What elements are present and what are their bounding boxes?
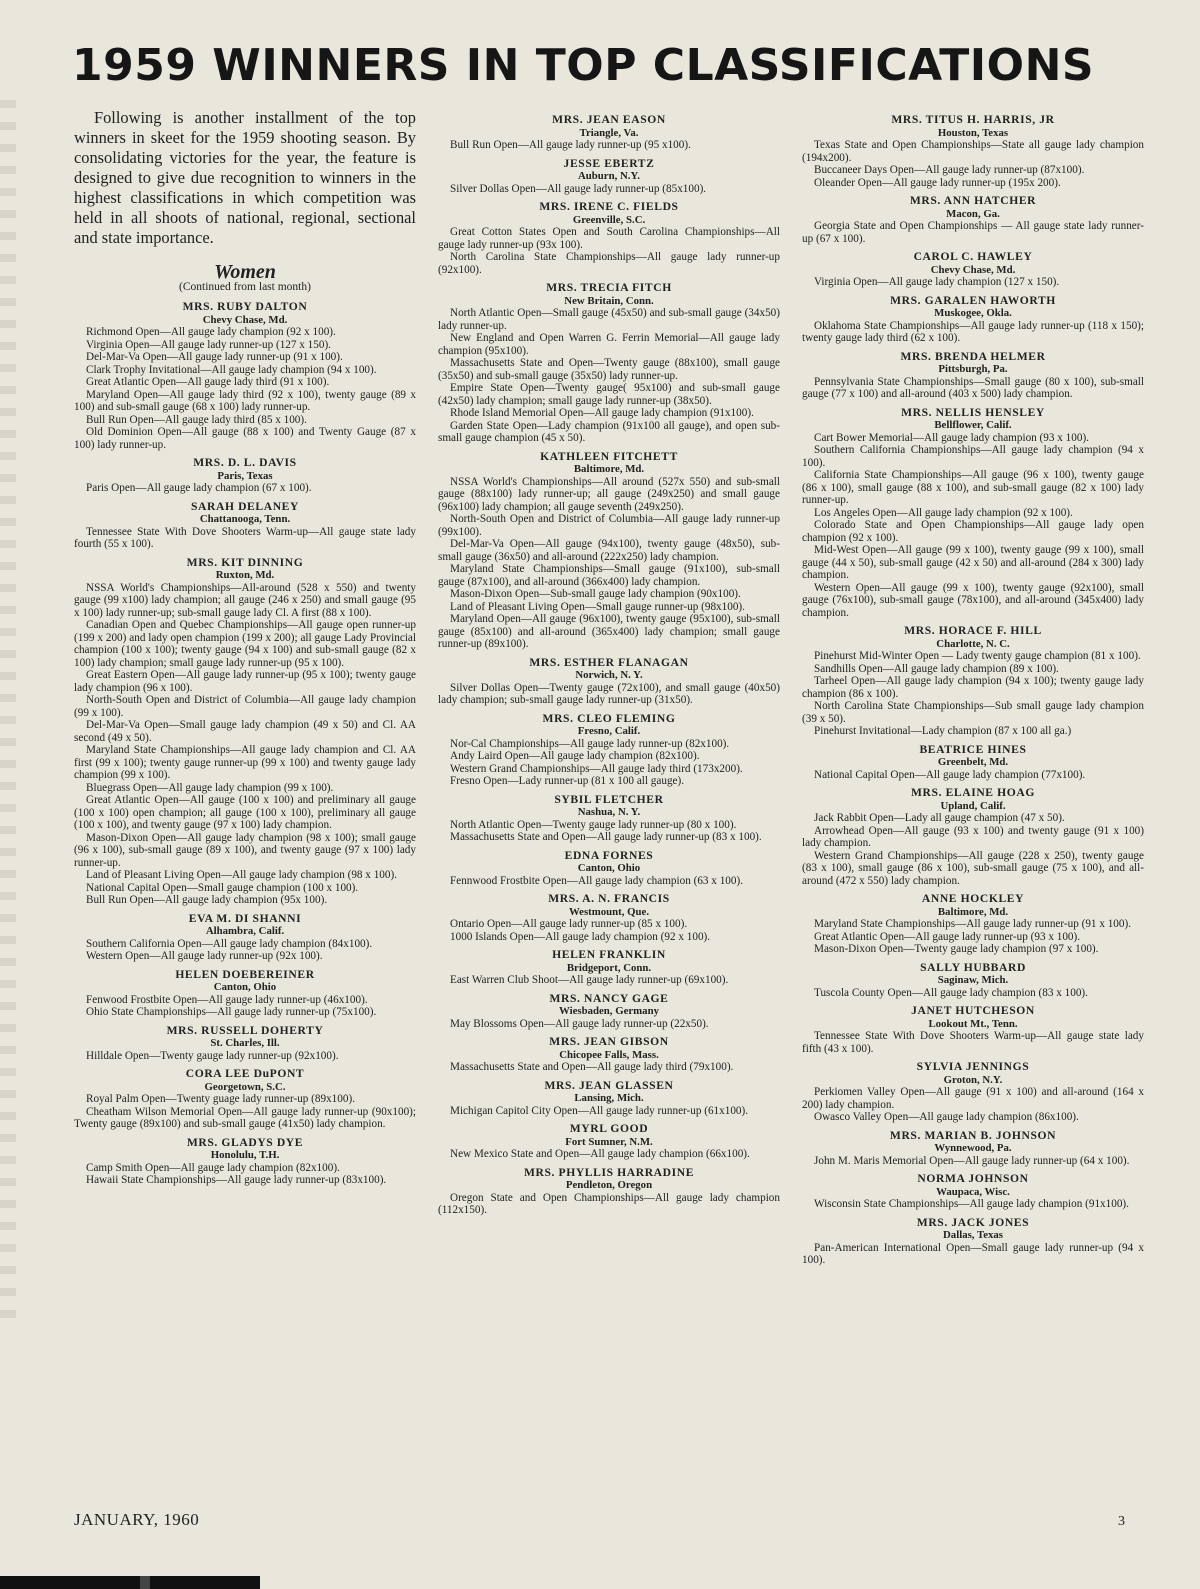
winner-location: Bridgeport, Conn. [566,961,652,974]
winner-name: MRS. TRECIA FITCH [546,281,672,294]
winner-record: Richmond Open—All gauge lady champion (92 x 100). [86,326,336,338]
winner-record: Los Angeles Open—All gauge lady champion (92 x 100). [814,506,1073,519]
binding-gutter [0,100,16,1320]
winner-location: Greenbelt, Md. [937,756,1009,768]
winner-name: MRS. ELAINE HOAG [911,786,1035,799]
winner-name: MRS. ANN HATCHER [909,194,1037,207]
winner-record: Western Grand Championships—All gauge lady third (173x200). [450,762,743,775]
winner-entry [802,1061,1144,1124]
winner-name: MRS. NANCY GAGE [549,991,669,1005]
winner-record: 1000 Islands Open—All gauge lady champion (92 x 100). [450,930,711,943]
winner-location: Wynnewood, Pa. [934,1142,1012,1154]
column-2 [438,108,780,1220]
winner-record: Great Atlantic Open—All gauge lady third (91 x 100). [86,376,330,388]
winner-record: Oleander Open—All gauge lady runner-up (195x 200). [814,176,1061,189]
winner-entry [74,1137,416,1187]
winner-location: Pittsburgh, Pa. [938,363,1008,375]
winner-entry [74,913,416,963]
winner-location: Bellflower, Calif. [934,419,1012,431]
winner-record: Oklahoma State Championships—All gauge lady runner-up (118 x 150); twenty gauge lady third (62 x 100). [802,319,1144,344]
winner-record: Mid-West Open—All gauge (99 x 100), twenty gauge (99 x 100), small gauge (44 x 50), sub-small gauge (42 x 50) and all-around (284 x 300) lady champion. [802,544,1144,581]
winner-location: Saginaw, Mich. [937,974,1009,986]
winner-entry [74,1068,416,1131]
winner-location: Chicopee Falls, Mass. [559,1048,659,1061]
winner-record: California State Championships—All gauge (96 x 100), twenty gauge (86 x 100), small gauge (88 x 100), and sub-small gauge (82 x 100) lady runner-up. [802,469,1144,506]
page-number: 3 [1118,1514,1125,1529]
winner-name: MRS. A. N. FRANCIS [548,892,670,905]
winner-record: Western Open—All gauge lady runner-up (92x 100). [86,950,323,962]
winner-record: NSSA World's Championships—All around (527x 550) and sub-small gauge (88x100) lady runner-up; all gauge (249x250) and small gauge (96x100) lady champion; all gauge seventh (249x250). [438,475,780,513]
winner-location: Lansing, Mich. [574,1092,644,1104]
winner-record: Maryland Open—All gauge lady third (92 x 100), twenty gauge (89 x 100) and sub-small gauge (68 x 100) lady runner-up. [74,388,416,413]
winner-entry [802,787,1144,887]
scan-edge [0,1576,1200,1589]
winner-entry [74,457,416,495]
winner-entry [74,301,416,451]
winner-record: Bluegrass Open—All gauge lady champion (99 x 100). [86,781,334,794]
winner-location: Fort Sumner, N.M. [565,1135,653,1148]
winner-record: May Blossoms Open—All gauge lady runner-up (22x50). [450,1017,709,1030]
winner-entry [438,993,780,1031]
winner-entry [802,407,1144,620]
winner-entry [802,251,1144,289]
winner-record: Great Eastern Open—All gauge lady runner-up (95 x 100); twenty gauge lady champion (96 x 100). [74,669,416,694]
winner-name: SARAH DELANEY [191,499,299,513]
winner-record: Massachusetts State and Open—All gauge lady third (79x100). [450,1061,734,1073]
winner-record: New Mexico State and Open—All gauge lady champion (66x100). [450,1148,750,1160]
winner-name: JESSE EBERTZ [563,156,655,170]
winner-record: Del-Mar-Va Open—All gauge (94x100), twenty gauge (48x50), sub-small gauge (36x50) and all-around (222x250) lady champion. [438,538,780,563]
winner-record: Massachusetts State and Open—All gauge lady runner-up (83 x 100). [450,831,762,843]
winner-record: Pinehurst Mid-Winter Open — Lady twenty gauge champion (81 x 100). [814,650,1141,662]
winner-record: Nor-Cal Championships—All gauge lady runner-up (82x100). [450,737,730,750]
winner-name: EVA M. DI SHANNI [188,911,302,925]
winner-name: MRS. MARIAN B. JOHNSON [889,1128,1057,1142]
winner-record: Tennessee State With Dove Shooters Warm-up—All gauge state lady fifth (43 x 100). [802,1030,1144,1055]
intro-paragraph: Following is another installment of the top winners in skeet for the 1959 shooting season. By consolidating victories for the year, the feature is designed to give due recognition to winners in the highest classifications in which competition was held in all shoots of national, regional, sectional and state importance. [74,108,416,247]
winner-location: Chevy Chase, Md. [930,263,1016,276]
winner-record: Land of Pleasant Living Open—Small gauge runner-up (98x100). [450,600,745,613]
winner-record: Land of Pleasant Living Open—All gauge lady champion (98 x 100). [86,869,398,881]
winner-name: MRS. RUBY DALTON [182,300,308,313]
winner-entry [438,850,780,888]
winner-entry [438,713,780,788]
winner-record: Tuscola County Open—All gauge lady champion (83 x 100). [814,986,1088,999]
page-title: 1959 WINNERS IN TOP CLASSIFICATIONS [72,40,1095,91]
winner-location: St. Charles, Ill. [210,1037,280,1049]
winner-name: ANNE HOCKLEY [921,892,1025,905]
winner-location: Lookout Mt., Tenn. [928,1017,1018,1030]
winner-entry [438,1080,780,1118]
winner-location: Greenville, S.C. [572,213,646,226]
winner-name: MRS. NELLIS HENSLEY [901,405,1045,419]
winner-record: Mason-Dixon Open—Twenty gauge lady champion (97 x 100). [814,943,1099,955]
winner-name: NORMA JOHNSON [917,1172,1029,1185]
winner-record: Empire State Open—Twenty gauge( 95x100) and sub-small gauge (42x50) lady champion; small gauge lady runner-up (38x50). [438,382,780,407]
winner-record: Western Open—All gauge (99 x 100), twenty gauge (92x100), small gauge (76x100), sub-small gauge (78x100), and all-around (345x400) lady champion. [802,581,1144,619]
winner-record: Maryland State Championships—All gauge lady runner-up (91 x 100). [814,918,1132,930]
winner-entry [74,501,416,551]
winner-name: MRS. TITUS H. HARRIS, JR [891,113,1055,126]
section-heading: Women [214,261,276,283]
winner-location: Baltimore, Md. [573,463,645,475]
winner-record: New England and Open Warren G. Ferrin Memorial—All gauge lady champion (95x100). [438,332,780,357]
issue-date: JANUARY, 1960 [74,1510,200,1529]
winner-record: Sandhills Open—All gauge lady champion (89 x 100). [814,662,1059,675]
winner-record: Western Grand Championships—All gauge (228 x 250), twenty gauge (83 x 100), small gauge (86 x 100), sub-small gauge (75 x 100), and all-around (472 x 550) lady champion. [802,849,1144,887]
winner-entry [438,893,780,943]
winner-entry [802,195,1144,245]
winner-location: Baltimore, Md. [937,905,1009,918]
winner-record: Buccaneer Days Open—All gauge lady runner-up (87x100). [814,164,1085,176]
winner-record: Tarheel Open—All gauge lady champion (94 x 100); twenty gauge lady champion (86 x 100). [802,675,1144,700]
winner-entry [438,657,780,707]
winner-location: Honolulu, T.H. [210,1149,280,1161]
winner-entry [802,1130,1144,1168]
winner-record: Bull Run Open—All gauge lady third (85 x 100). [86,413,307,426]
winner-record: Hilldale Open—Twenty gauge lady runner-up (92x100). [86,1049,339,1062]
winner-name: HELEN DOEBEREINER [175,967,315,981]
winner-record: Perkiomen Valley Open—All gauge (91 x 100) and all-around (164 x 200) lady champion. [802,1086,1144,1111]
winner-name: MRS. JEAN GIBSON [549,1035,669,1048]
winner-location: Upland, Calif. [940,799,1006,812]
winner-record: East Warren Club Shoot—All gauge lady runner-up (69x100). [450,974,729,986]
winner-location: Charlotte, N. C. [936,637,1010,650]
winner-name: CAROL C. HAWLEY [913,250,1033,263]
winner-name: MRS. JACK JONES [916,1215,1030,1229]
winner-record: Paris Open—All gauge lady champion (67 x 100). [86,482,312,494]
winner-location: Georgetown, S.C. [204,1080,286,1093]
winner-entry [802,744,1144,782]
column-1 [74,108,416,1190]
winner-record: Hawaii State Championships—All gauge lady runner-up (83x100). [86,1174,387,1186]
winner-record: Pennsylvania State Championships—Small gauge (80 x 100), sub-small gauge (77 x 100) and all-around (403 x 500) lady champion. [802,375,1144,400]
winner-location: Nashua, N. Y. [577,806,641,818]
winner-record: Fenwood Frostbite Open—All gauge lady runner-up (46x100). [86,993,368,1006]
winner-record: Great Atlantic Open—All gauge lady runner-up (93 x 100). [814,930,1081,943]
winner-record: Great Cotton States Open and South Carolina Championships—All gauge lady runner-up (93x 100). [438,226,780,251]
winner-location: Canton, Ohio [213,981,277,993]
winner-record: Virginia Open—All gauge lady runner-up (127 x 150). [86,338,331,351]
winner-entry [438,949,780,987]
winner-entry [74,1025,416,1063]
winner-name: MRS. JEAN GLASSEN [544,1078,674,1092]
winner-record: Tennessee State With Dove Shooters Warm-up—All gauge state lady fourth (55 x 100). [74,525,416,550]
winner-name: MRS. GARALEN HAWORTH [890,293,1056,307]
winner-record: Del-Mar-Va Open—All gauge lady runner-up (91 x 100). [86,351,343,363]
winner-name: SYLVIA JENNINGS [916,1060,1030,1073]
winner-record: Southern California Championships—All gauge lady champion (94 x 100). [802,444,1144,469]
winner-record: Cheatham Wilson Memorial Open—All gauge lady runner-up (90x100); Twenty gauge (89x100) and sub-small gauge (41x50) lady champion. [74,1105,416,1130]
entries-list [438,114,780,1217]
winner-record: Virginia Open—All gauge lady champion (127 x 150). [814,276,1060,288]
winner-name: MRS. IRENE C. FIELDS [539,200,679,213]
winner-record: Mason-Dixon Open—All gauge lady champion (98 x 100); small gauge (96 x 100), sub-small gauge (89 x 100), and twenty gauge (97 x 100) lady runner-up. [74,831,416,869]
winner-record: Canadian Open and Quebec Championships—All gauge open runner-up (199 x 200) and lady open champion (199 x 200); all gauge Lady Provincial champion (100 x 100); twenty gauge (94 x 100) and sub-small gauge (82 x 100) lady champion; small gauge lady runner-up (95 x 100). [74,619,416,669]
winner-record: Owasco Valley Open—All gauge lady champion (86x100). [814,1111,1079,1123]
winner-record: Maryland State Championships—Small gauge (91x100), sub-small gauge (87x100), and all-around (366x400) lady champion. [438,563,780,588]
winner-record: Silver Dollas Open—All gauge lady runner-up (85x100). [450,182,707,195]
winner-location: Pendleton, Oregon [565,1179,653,1191]
winner-name: MRS. BRENDA HELMER [900,349,1046,363]
winner-location: Paris, Texas [217,469,273,482]
winner-name: MRS. CLEO FLEMING [542,711,676,725]
winner-record: Fennwood Frostbite Open—All gauge lady champion (63 x 100). [450,874,744,887]
winner-record: Pan-American International Open—Small gauge lady runner-up (94 x 100). [802,1241,1144,1266]
column-3 [802,108,1144,1270]
winner-location: Ruxton, Md. [215,569,275,581]
winner-name: HELEN FRANKLIN [552,948,666,961]
winner-entry [802,114,1144,189]
winner-record: North-South Open and District of Columbia—All gauge lady champion (99 x 100). [74,694,416,719]
winner-record: Oregon State and Open Championships—All gauge lady champion (112x150). [438,1191,780,1216]
winner-location: Muskogee, Okla. [934,307,1012,319]
winner-location: Waupaca, Wisc. [936,1185,1010,1198]
winner-record: Rhode Island Memorial Open—All gauge lady champion (91x100). [450,407,754,419]
winner-name: MRS. ESTHER FLANAGAN [529,655,689,669]
winner-record: North Atlantic Open—Small gauge (45x50) and sub-small gauge (34x50) lady runner-up. [438,307,780,332]
winner-record: Del-Mar-Va Open—Small gauge lady champion (49 x 50) and Cl. AA second (49 x 50). [74,719,416,744]
winner-record: Massachusetts State and Open—Twenty gauge (88x100), small gauge (35x50) and sub-small gauge (35x50) lady runner-up. [438,357,780,382]
winner-name: MRS. KIT DINNING [186,555,304,569]
winner-location: Triangle, Va. [579,126,639,139]
winner-record: Colorado State and Open Championships—All gauge lady open champion (92 x 100). [802,519,1144,544]
winner-record: Michigan Capitol City Open—All gauge lady runner-up (61x100). [450,1104,749,1117]
winner-entry [802,1173,1144,1211]
winner-name: SYBIL FLETCHER [554,792,664,806]
winner-name: SALLY HUBBARD [920,960,1026,974]
winner-record: Wisconsin State Championships—All gauge lady champion (91x100). [814,1198,1129,1210]
winner-entry [438,451,780,651]
winner-name: EDNA FORNES [564,848,654,862]
winner-entry [74,557,416,907]
winner-record: North Atlantic Open—Twenty gauge lady runner-up (80 x 100). [450,818,737,831]
winner-entry [802,893,1144,956]
winner-record: Great Atlantic Open—All gauge (100 x 100) and preliminary all gauge (100 x 100) open champion; all gauge (100 x 100), preliminary all gauge (100 x 100), and twenty gauge (97 x 100) lady champion. [74,794,416,831]
winner-entry [438,1036,780,1074]
winner-location: Auburn, N.Y. [577,170,640,182]
entries-list [74,301,416,1187]
section-subheading: (Continued from last month) [179,280,311,293]
winner-record: Fresno Open—Lady runner-up (81 x 100 all gauge). [450,775,685,787]
winner-entry [802,351,1144,401]
winner-record: Mason-Dixon Open—Sub-small gauge lady champion (90x100). [450,588,741,600]
winner-entry [438,201,780,276]
winner-entry [438,1167,780,1217]
winner-record: Pinehurst Invitational—Lady champion (87 x 100 all ga.) [814,725,1072,737]
winner-name: MRS. D. L. DAVIS [193,456,297,469]
winner-record: Arrowhead Open—All gauge (93 x 100) and twenty gauge (91 x 100) lady champion. [802,824,1144,849]
winner-location: Chevy Chase, Md. [202,313,288,326]
winner-record: North-South Open and District of Columbia—All gauge lady runner-up (99x100). [438,513,780,538]
winner-name: MRS. RUSSELL DOHERTY [166,1023,324,1037]
winner-location: Groton, N.Y. [943,1073,1003,1086]
winner-location: Wiesbaden, Germany [559,1005,659,1017]
winner-location: Dallas, Texas [943,1229,1003,1241]
winner-record: Garden State Open—Lady champion (91x100 all gauge), and open sub-small gauge champion (45 x 50). [438,419,780,444]
winner-entry [438,282,780,445]
winner-record: Royal Palm Open—Twenty guage lady runner-up (89x100). [86,1093,355,1105]
winner-name: MYRL GOOD [569,1122,649,1135]
winner-record: Silver Dollas Open—Twenty gauge (72x100), and small gauge (40x50) lady champion; sub-small gauge lady runner-up (31x50). [438,681,780,706]
winner-record: Jack Rabbit Open—Lady all gauge champion (47 x 50). [814,812,1065,824]
winner-record: Southern California Open—All gauge lady champion (84x100). [86,937,373,950]
winner-record: Bull Run Open—All gauge lady champion (95x 100). [86,894,328,906]
winner-record: North Carolina State Championships—All gauge lady runner-up (92x100). [438,251,780,276]
winner-location: Macon, Ga. [946,207,1000,220]
winner-record: Ohio State Championships—All gauge lady runner-up (75x100). [86,1006,377,1018]
winner-name: KATHLEEN FITCHETT [540,449,678,463]
winner-entry [438,114,780,152]
winner-record: Bull Run Open—All gauge lady runner-up (95 x100). [450,139,691,151]
winner-location: Norwich, N. Y. [575,669,643,681]
winner-name: MRS. HORACE F. HILL [904,624,1042,637]
winner-entry [802,962,1144,1000]
winner-record: Ontario Open—All gauge lady runner-up (85 x 100). [450,918,688,930]
winner-record: Clark Trophy Invitational—All gauge lady champion (94 x 100). [86,363,377,376]
winner-record: Old Dominion Open—All gauge (88 x 100) and Twenty Gauge (87 x 100) lady runner-up. [74,426,416,451]
winner-location: Westmount, Que. [568,905,650,918]
winner-entry [802,1005,1144,1055]
winner-location: Canton, Ohio [577,862,641,874]
winner-name: MRS. GLADYS DYE [186,1135,304,1149]
winner-entry [802,625,1144,738]
winner-name: MRS. PHYLLIS HARRADINE [523,1165,695,1179]
winner-name: CORA LEE DuPONT [185,1067,305,1080]
winner-record: Camp Smith Open—All gauge lady champion (82x100). [86,1161,340,1174]
winner-record: Cart Bower Memorial—All gauge lady champion (93 x 100). [814,431,1089,444]
winner-entry [802,1217,1144,1267]
winner-record: Maryland State Championships—All gauge lady champion and Cl. AA first (99 x 100); twenty gauge runner-up (99 x 100) and twenty gauge lady champion (99 x 100). [74,744,416,781]
winner-location: Houston, Texas [937,126,1009,139]
winner-entry [438,1123,780,1161]
winner-entry [438,158,780,196]
winner-record: Texas State and Open Championships—State all gauge lady champion (194x200). [802,139,1144,164]
winner-record: NSSA World's Championships—All-around (528 x 550) and twenty gauge (99 x100) lady champion; all gauge (246 x 250) and small gauge (95 x 100) lady runner-up; sub-small gauge lady Cl. A first (88 x 100). [74,581,416,619]
entries-list [802,114,1144,1267]
winner-name: BEATRICE HINES [919,742,1027,756]
winner-record: North Carolina State Championships—Sub small gauge lady champion (39 x 50). [802,700,1144,725]
winner-location: New Britain, Conn. [564,294,654,307]
winner-entry [74,969,416,1019]
winner-entry [438,794,780,844]
winner-name: MRS. JEAN EASON [552,113,666,126]
winner-location: Alhambra, Calif. [205,925,285,937]
winner-location: Fresno, Calif. [577,725,641,737]
winner-entry [802,295,1144,345]
winner-record: Georgia State and Open Championships — All gauge state lady runner-up (67 x 100). [802,220,1144,245]
winner-record: Maryland Open—All gauge (96x100), twenty gauge (95x100), sub-small gauge (85x100) and all-around (365x400) lady champion; small gauge runner-up (89x100). [438,613,780,650]
winner-record: National Capital Open—Small gauge champion (100 x 100). [86,881,359,894]
winner-record: John M. Maris Memorial Open—All gauge lady runner-up (64 x 100). [814,1154,1130,1167]
winner-record: National Capital Open—All gauge lady champion (77x100). [814,768,1086,781]
winner-name: JANET HUTCHESON [911,1004,1035,1017]
winner-record: Andy Laird Open—All gauge lady champion (82x100). [450,750,700,762]
winner-location: Chattanooga, Tenn. [199,513,291,525]
